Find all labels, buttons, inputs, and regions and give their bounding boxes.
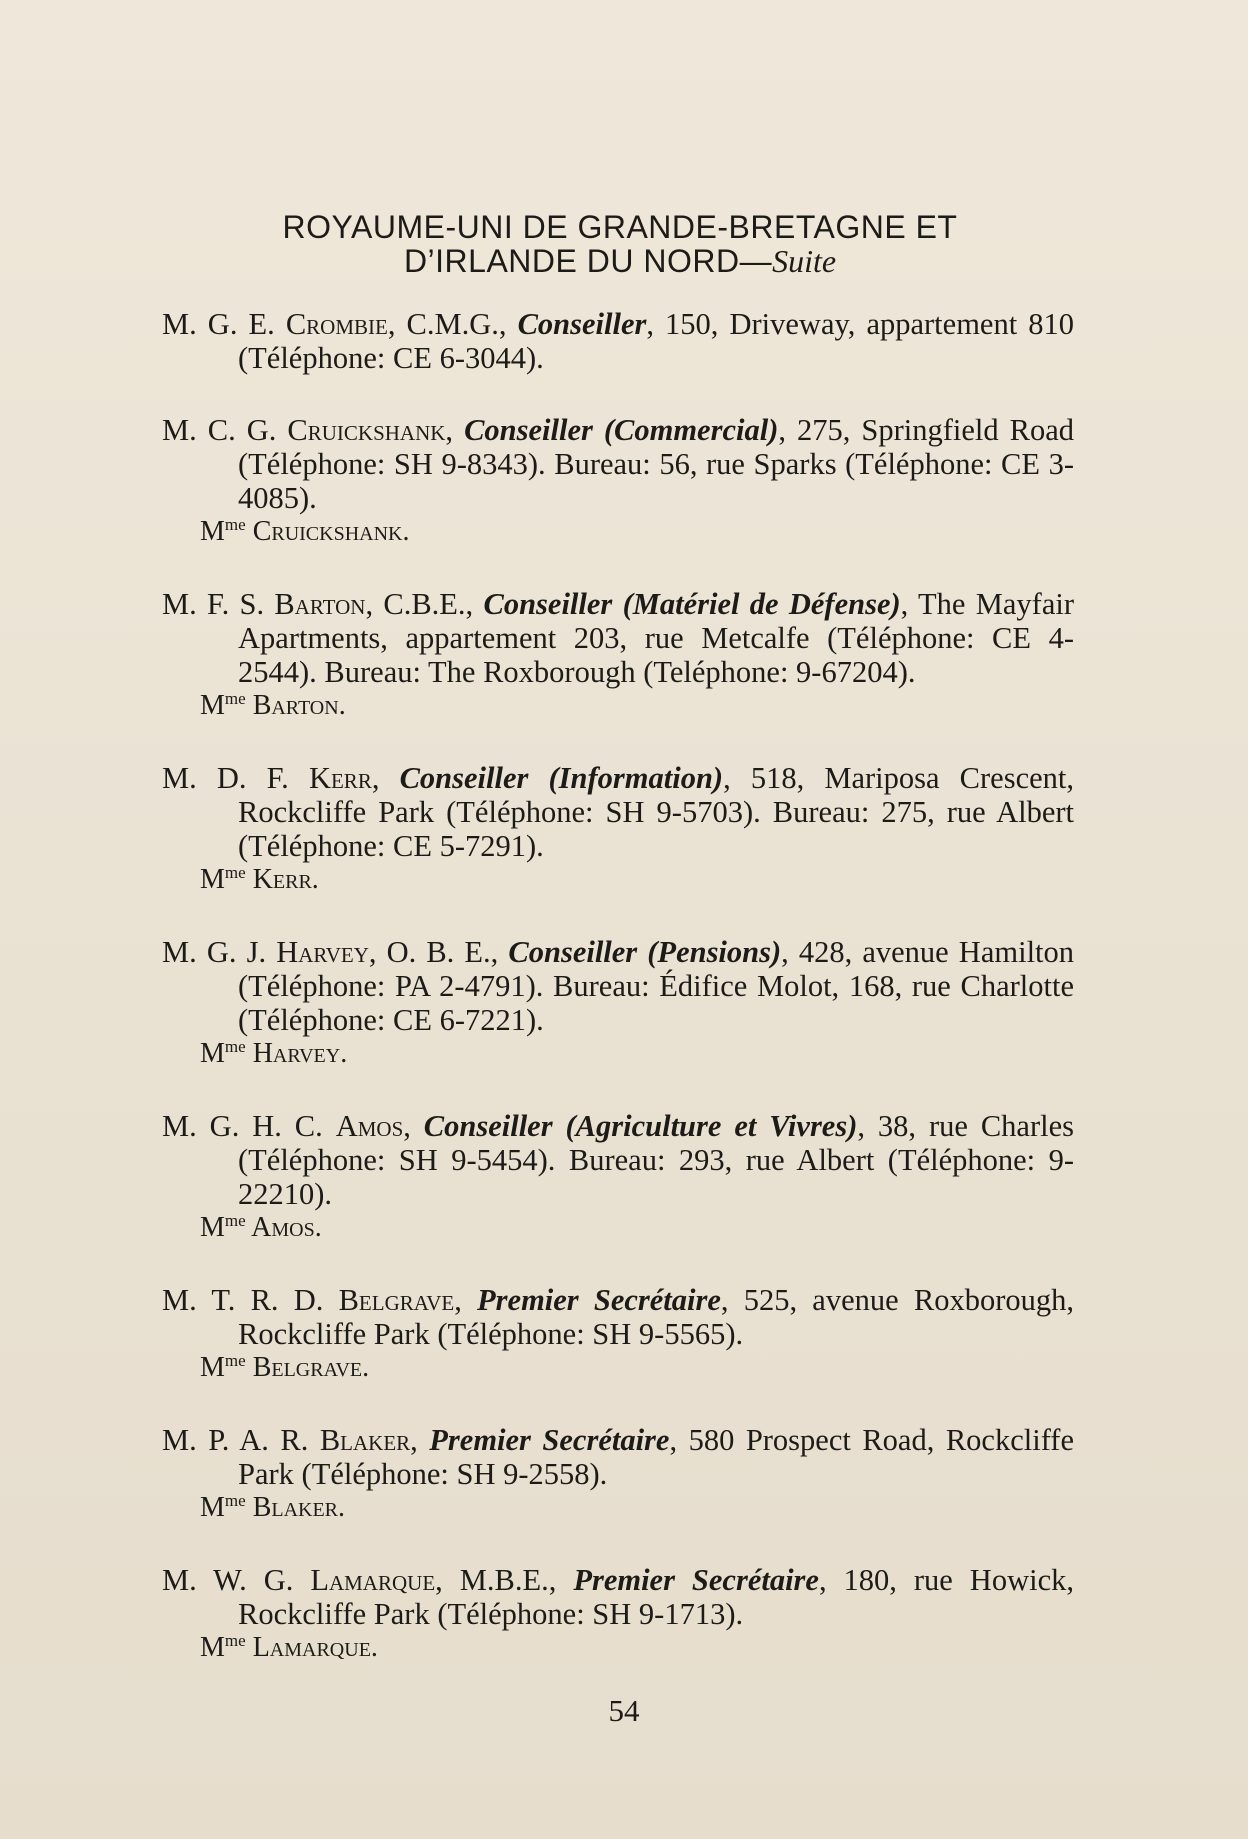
- entry-prefix: M. C. G.: [162, 413, 288, 447]
- spouse-sup: me: [224, 689, 246, 708]
- spouse-sup: me: [224, 1631, 246, 1650]
- spouse-prefix: M: [200, 1632, 225, 1663]
- entry-prefix: M. D. F.: [162, 761, 309, 795]
- spouse-sup: me: [224, 1037, 246, 1056]
- spouse-name: Amos.: [245, 1212, 322, 1243]
- entry-list: [162, 307, 1074, 1703]
- list-item: [162, 1283, 1074, 1385]
- page-title: [150, 210, 1090, 278]
- entry-text: [162, 307, 1074, 375]
- entry-text: [162, 587, 1074, 689]
- entry-honours: , C.M.G.,: [387, 307, 518, 341]
- entry-honours: , M.B.E.,: [435, 1563, 574, 1597]
- spouse-prefix: M: [200, 1212, 225, 1243]
- entry-text: [162, 1423, 1074, 1491]
- entry-text: [162, 761, 1074, 863]
- list-item: [162, 413, 1074, 549]
- entry-details: , 275, Springfield Road (Téléphone: SH 9-8343). Bureau: 56, rue Sparks (Téléphone: CE 3-4085).: [238, 413, 1074, 515]
- entry-details: , 525, avenue Roxborough, Rockcliffe Park (Téléphone: SH 9-5565).: [238, 1283, 1074, 1351]
- entry-text: [162, 413, 1074, 515]
- entry-name: Cruickshank: [287, 413, 446, 447]
- list-item: [162, 1423, 1074, 1525]
- entry-text: [162, 1563, 1074, 1631]
- entry-details: , The Mayfair Apartments, appartement 203, rue Metcalfe (Téléphone: CE 4-2544). Bureau: The Roxborough (Teléphone: 9-67204).: [238, 587, 1074, 689]
- spouse-prefix: M: [200, 1038, 225, 1069]
- title-line-1: ROYAUME-UNI DE GRANDE-BRETAGNE ET: [282, 209, 958, 245]
- entry-spouse: [162, 1631, 1074, 1665]
- spouse-name: Kerr.: [245, 864, 319, 895]
- entry-details: , 38, rue Charles (Téléphone: SH 9-5454). Bureau: 293, rue Albert (Téléphone: 9-22210).: [238, 1109, 1074, 1211]
- title-suite: Suite: [772, 243, 837, 279]
- entry-title: Premier Secrétaire: [573, 1563, 819, 1597]
- entry-details: , 150, Driveway, appartement 810 (Téléphone: CE 6-3044).: [238, 307, 1074, 375]
- entry-title: Premier Secrétaire: [429, 1423, 670, 1457]
- title-line-2: [150, 244, 1090, 278]
- entry-prefix: M. P. A. R.: [162, 1423, 320, 1457]
- spouse-prefix: M: [200, 690, 225, 721]
- page-number: 54: [608, 1693, 640, 1728]
- entry-text: [162, 935, 1074, 1037]
- entry-name: Belgrave: [338, 1283, 455, 1317]
- entry-title: Conseiller: [517, 307, 647, 341]
- entry-spouse: [162, 863, 1074, 897]
- spouse-name: Belgrave.: [245, 1352, 370, 1383]
- entry-spouse: [162, 689, 1074, 723]
- entry-details: , 580 Prospect Road, Rockcliffe Park (Téléphone: SH 9-2558).: [238, 1423, 1074, 1491]
- spouse-name: Lamarque.: [245, 1632, 378, 1663]
- entry-name: Lamarque: [310, 1563, 436, 1597]
- entry-spouse: [162, 1037, 1074, 1071]
- entry-text: [162, 1283, 1074, 1351]
- entry-title: Conseiller (Commercial): [464, 413, 779, 447]
- entry-prefix: M. G. H. C.: [162, 1109, 336, 1143]
- entry-prefix: M. T. R. D.: [162, 1283, 339, 1317]
- spouse-sup: me: [224, 515, 246, 534]
- entry-text: [162, 1109, 1074, 1211]
- entry-honours: ,: [410, 1423, 430, 1457]
- spouse-prefix: M: [200, 1492, 225, 1523]
- spouse-name: Cruickshank.: [245, 516, 410, 547]
- entry-title: Conseiller (Matériel de Défense): [483, 587, 901, 621]
- list-item: [162, 1109, 1074, 1245]
- spouse-name: Barton.: [245, 690, 346, 721]
- entry-spouse: [162, 1351, 1074, 1385]
- list-item: [162, 761, 1074, 897]
- entry-name: Crombie: [285, 307, 388, 341]
- entry-title: Conseiller (Pensions): [508, 935, 782, 969]
- entry-honours: , C.B.E.,: [365, 587, 484, 621]
- spouse-prefix: M: [200, 864, 225, 895]
- entry-name: Kerr: [308, 761, 372, 795]
- entry-name: Barton: [274, 587, 366, 621]
- list-item: [162, 307, 1074, 375]
- entry-honours: ,: [371, 761, 400, 795]
- entry-name: Blaker: [319, 1423, 411, 1457]
- entry-prefix: M. G. E.: [162, 307, 286, 341]
- spouse-sup: me: [224, 1351, 246, 1370]
- entry-spouse: [162, 515, 1074, 549]
- entry-honours: , O. B. E.,: [368, 935, 509, 969]
- entry-prefix: M. F. S.: [162, 587, 275, 621]
- entry-title: Conseiller (Agriculture et Vivres): [423, 1109, 858, 1143]
- entry-name: Amos: [335, 1109, 404, 1143]
- entry-spouse: [162, 1211, 1074, 1245]
- entry-details: , 180, rue Howick, Rockcliffe Park (Téléphone: SH 9-1713).: [238, 1563, 1074, 1631]
- entry-honours: ,: [445, 413, 465, 447]
- spouse-sup: me: [224, 1211, 246, 1230]
- list-item: [162, 1563, 1074, 1665]
- entry-name: Harvey: [276, 935, 369, 969]
- list-item: [162, 935, 1074, 1071]
- list-item: [162, 587, 1074, 723]
- spouse-prefix: M: [200, 516, 225, 547]
- spouse-sup: me: [224, 863, 246, 882]
- entry-title: Conseiller (Information): [399, 761, 724, 795]
- entry-prefix: M. G. J.: [162, 935, 277, 969]
- entry-title: Premier Secrétaire: [477, 1283, 721, 1317]
- entry-honours: ,: [403, 1109, 424, 1143]
- spouse-prefix: M: [200, 1352, 225, 1383]
- entry-prefix: M. W. G.: [162, 1563, 311, 1597]
- spouse-name: Harvey.: [245, 1038, 348, 1069]
- entry-details: , 428, avenue Hamilton (Téléphone: PA 2-4791). Bureau: Édifice Molot, 168, rue Charlotte (Téléphone: CE 6-7221).: [238, 935, 1075, 1037]
- spouse-sup: me: [224, 1491, 246, 1510]
- entry-spouse: [162, 1491, 1074, 1525]
- title-line-2-text: D’IRLANDE DU NORD—: [403, 243, 773, 279]
- entry-details: , 518, Mariposa Crescent, Rockcliffe Park (Téléphone: SH 9-5703). Bureau: 275, rue Albert (Téléphone: CE 5-7291).: [238, 761, 1075, 863]
- entry-honours: ,: [454, 1283, 478, 1317]
- spouse-name: Blaker.: [245, 1492, 346, 1523]
